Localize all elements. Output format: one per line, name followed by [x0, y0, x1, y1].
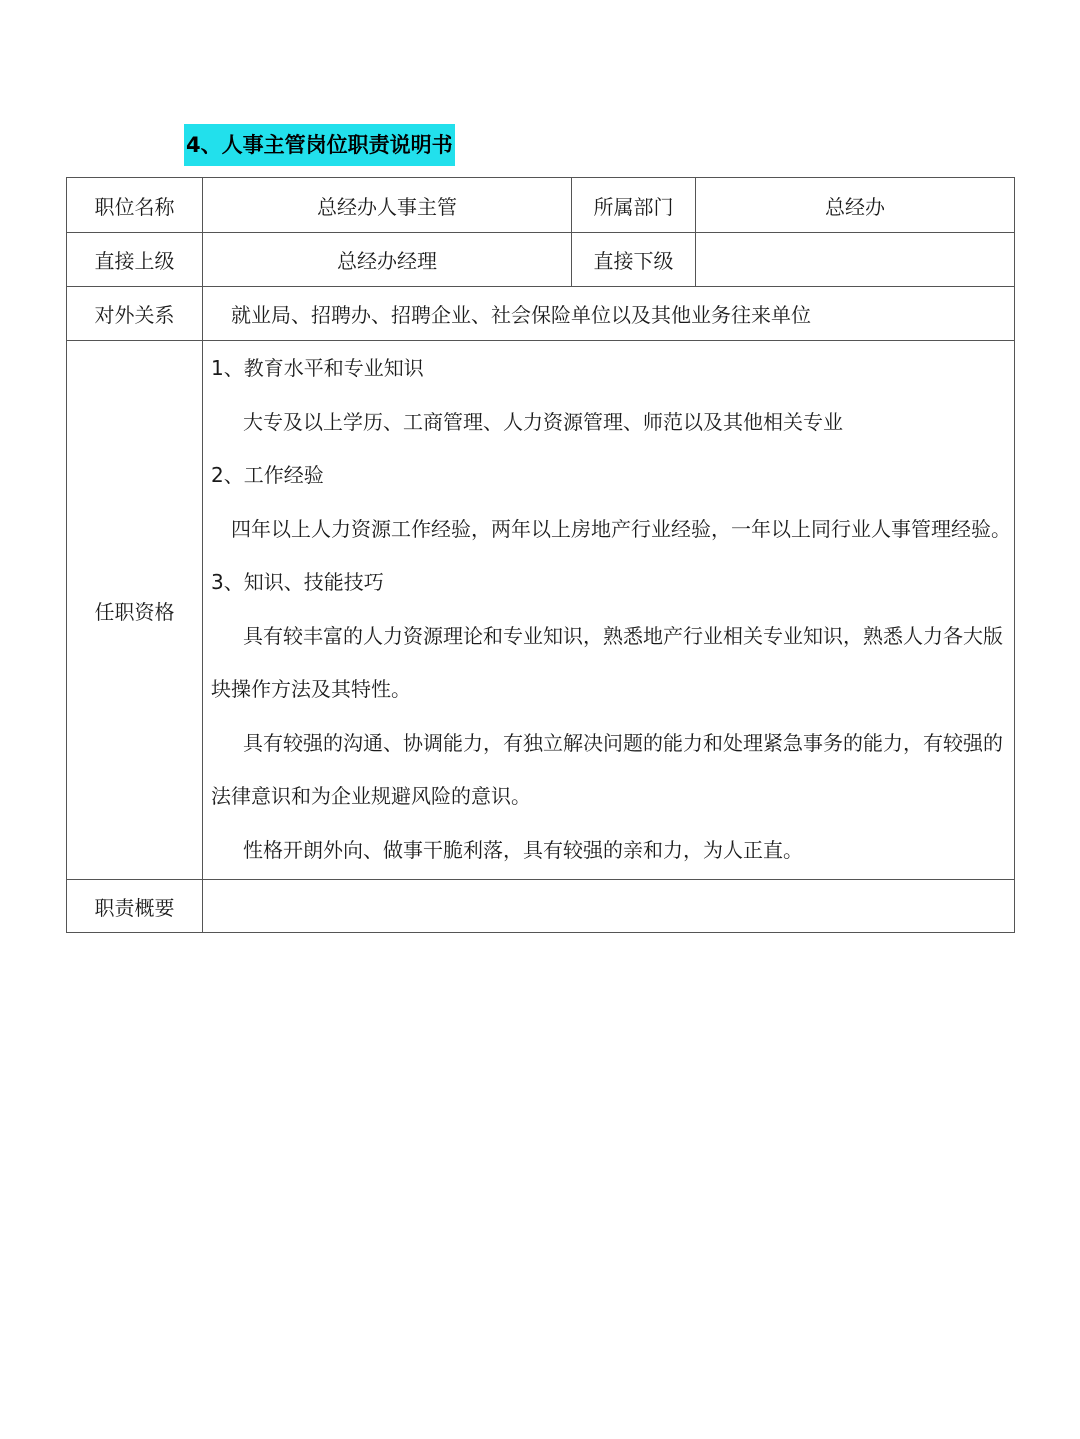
skills-text-personality: 性格开朗外向、做事干脆利落，具有较强的亲和力，为人正直。 — [243, 837, 803, 862]
table-row-external-relations — [67, 287, 1015, 341]
direct-subordinate-value — [696, 233, 1015, 287]
education-text: 大专及以上学历、工商管理、人力资源管理、师范以及其他相关专业 — [243, 409, 843, 434]
duties-summary-value — [203, 880, 1015, 933]
department-value: 总经办 — [696, 178, 1015, 233]
table-row-reporting — [67, 233, 1015, 287]
skills-text-knowledge: 具有较丰富的人力资源理论和专业知识，熟悉地产行业相关专业知识，熟悉人力各大版块操作方法及其特性。 — [211, 623, 1003, 701]
label-external-relations: 对外关系 — [67, 287, 203, 341]
position-name-value: 总经办人事主管 — [203, 178, 572, 233]
job-description-table — [66, 177, 1015, 933]
experience-text: 四年以上人力资源工作经验，两年以上房地产行业经验，一年以上同行业人事管理经验。 — [231, 516, 1011, 541]
label-qualifications: 任职资格 — [67, 341, 203, 880]
experience-heading: 2、工作经验 — [211, 463, 324, 487]
label-duties-summary: 职责概要 — [67, 880, 203, 933]
label-position-name: 职位名称 — [67, 178, 203, 233]
label-direct-superior: 直接上级 — [67, 233, 203, 287]
direct-superior-value: 总经办经理 — [203, 233, 572, 287]
qualifications-content — [203, 341, 1015, 880]
label-direct-subordinate: 直接下级 — [572, 233, 696, 287]
skills-text-communication: 具有较强的沟通、协调能力，有独立解决问题的能力和处理紧急事务的能力，有较强的法律意识和为企业规避风险的意识。 — [211, 730, 1003, 808]
table-row-position — [67, 178, 1015, 233]
education-heading: 1、教育水平和专业知识 — [211, 356, 424, 380]
section-heading: 4、人事主管岗位职责说明书 — [184, 124, 455, 166]
skills-heading: 3、知识、技能技巧 — [211, 570, 384, 594]
table-row-duties — [67, 880, 1015, 933]
external-relations-value: 就业局、招聘办、招聘企业、社会保险单位以及其他业务往来单位 — [203, 287, 1015, 341]
label-department: 所属部门 — [572, 178, 696, 233]
table-row-qualifications — [67, 341, 1015, 880]
